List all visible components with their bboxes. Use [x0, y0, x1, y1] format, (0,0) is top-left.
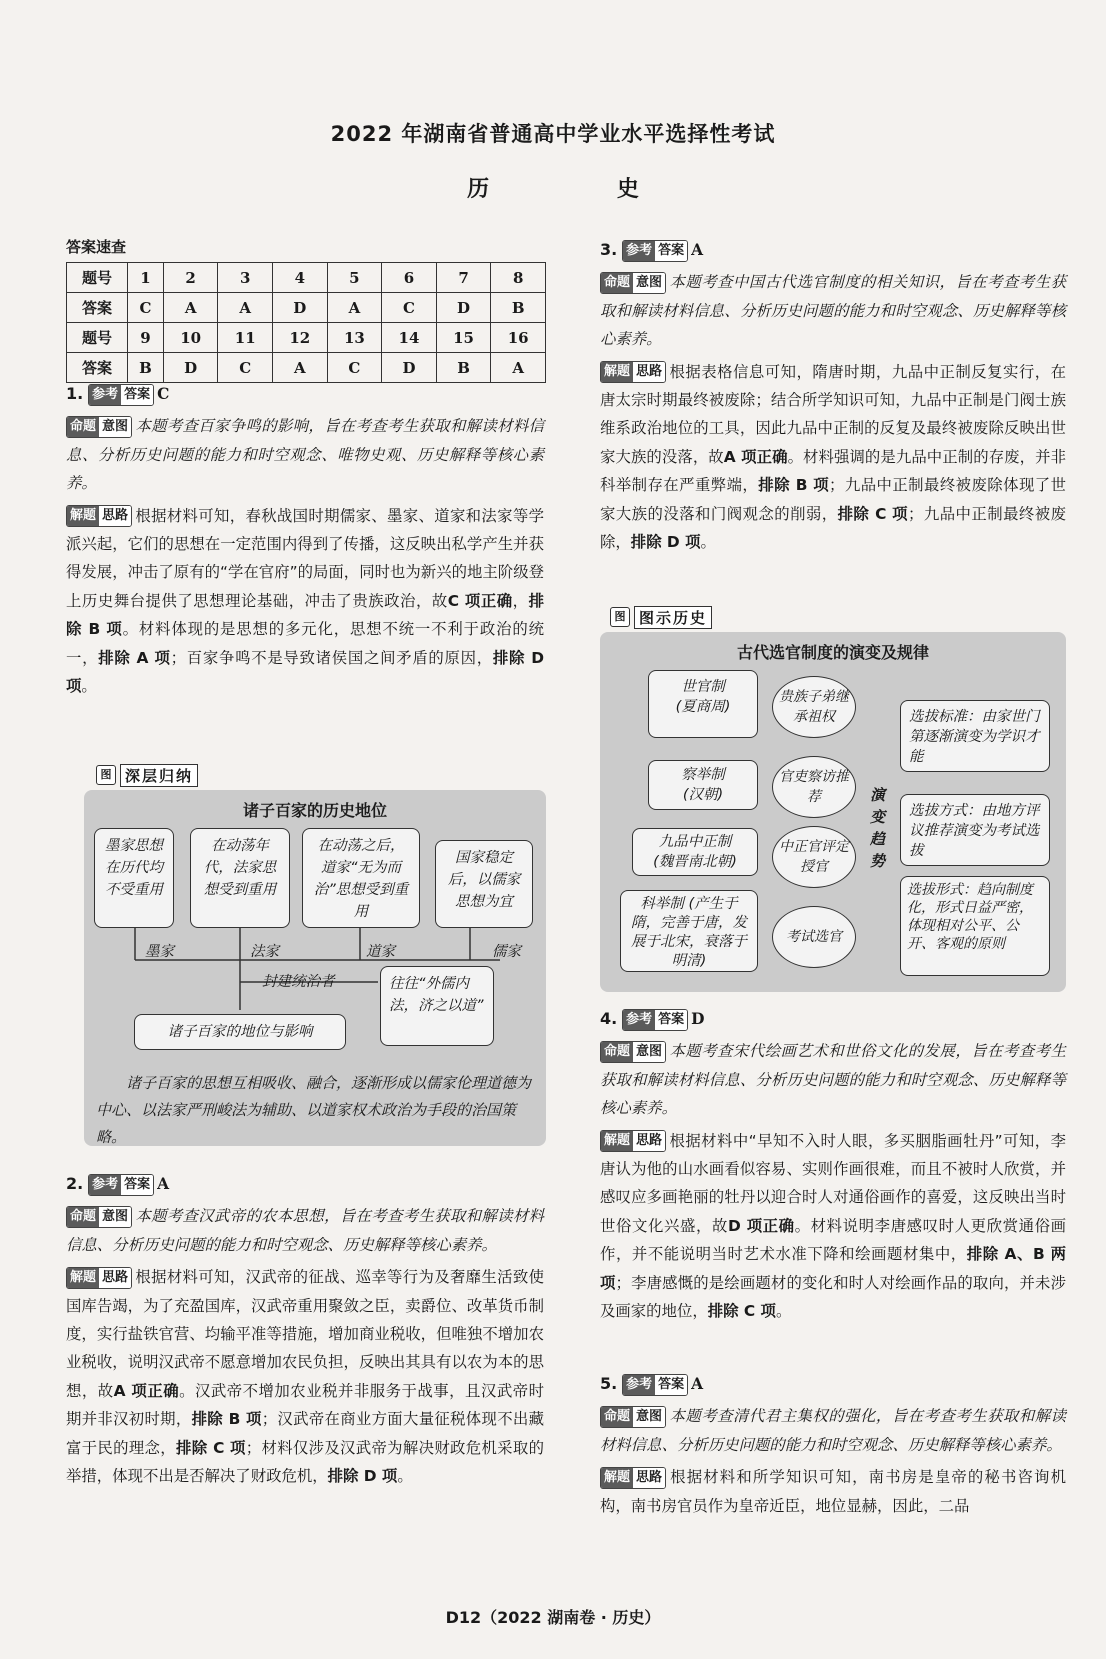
method-hereditary: 贵族子弟继承祖权 [772, 676, 856, 738]
intent-text: 本题考查宋代绘画艺术和世俗文化的发展，旨在考查考生获取和解读材料信息、分析历史问题的能力和时空观念、历史解释等核心素养。 [600, 1042, 1066, 1118]
question-number: 4. [600, 1009, 618, 1028]
intent-tag: 命题 意图 [66, 1206, 132, 1228]
outer-policy-box: 往往“外儒内法，济之以道” [380, 966, 494, 1046]
answer-key-cell: B [128, 353, 164, 383]
chart-header [610, 604, 712, 630]
method-recommendation: 官吏察访推荐 [772, 756, 856, 818]
solution-text: 根据材料中“早知不入时人眼，多买胭脂画牡丹”可知，李唐认为他的山水画看似容易、实则作画很难，而且不被时人欣赏，并感叹应多画艳丽的牡丹以迎合时人对通俗画作的喜爱，这反映出当时世俗文化兴盛，故 [600, 1131, 1066, 1235]
label-mohist: 墨家 [145, 944, 174, 960]
answer-key-cell: A [327, 293, 382, 323]
answer-key-cell: C [128, 293, 164, 323]
label-confucian: 儒家 [492, 944, 521, 960]
question-3: 3. 参考 答案 A 命题 意图 本题考查中国古代选官制度的相关知识，旨在考查考生获取和解读材料信息、分析历史问题的能力和时空观念、历史解释等核心素养。 解题 思路 根据表格信息可知，隋唐时期，九品中正制反复实行，在唐太宗时期最终被废除；结合所学知识可知，九品中正制是门阀士族维系政治地位的工具，因此九品中正制的反复及最终被废除反映出世家大族的没落，故A 项正确。材料强调的是九品中正制的存废，并非科举制存在严重弊端，排除 B 项；九品中正制最终被废除体现了世家大族的没落和门阀观念的削弱，排除 C 项；九品中正制最终被废除，排除 D 项。 [600, 240, 1066, 552]
answer-value: A [691, 241, 704, 259]
intent-text: 本题考查汉武帝的农本思想，旨在考查考生获取和解读材料信息、分析历史问题的能力和时空观念、历史解释等核心素养。 [66, 1207, 544, 1254]
answer-key-cell: D [436, 293, 491, 323]
solution-tag: 解题 思路 [600, 361, 666, 383]
answer-key-cell: 8 [491, 263, 546, 293]
ruler-label: 封建统治者 [262, 974, 335, 990]
question-1: 1. 参考 答案 C 命题 意图 本题考查百家争鸣的影响，旨在考查考生获取和解读材料信息、分析历史问题的能力和时空观念、唯物史观、历史解释等核心素养。 解题 思路 根据材料可知，春秋战国时期儒家、墨家、道家和法家等学派兴起，它们的思想在一定范围内得到了传播，这反映出私学产生并获得发展，冲击了原有的“学在官府”的局面，同时也为新兴的地主阶级登上历史舞台提供了思想理论基础，冲击了贵族政治，故C 项正确，排除 B 项。材料体现的是思想的多元化，思想不统一不利于政治的统一，排除 A 项；百家争鸣不是导致诸侯国之间矛盾的原因，排除 D 项。 [66, 384, 544, 696]
answer-key-cell: 7 [436, 263, 491, 293]
deep-box-mohist: 墨家思想在历代均不受重用 [94, 828, 174, 928]
solution-text: 根据材料和所学知识可知，南书房是皇帝的秘书咨询机构，南书房官员作为皇帝近臣，地位显赫，因此，二品 [600, 1468, 1066, 1515]
deep-summary-text: 诸子百家的思想互相吸收、融合，逐渐形成以儒家伦理道德为中心、以法家严刑峻法为辅助、以道家权术政治为手段的治国策略。 [96, 1074, 532, 1146]
answer-key-cell: B [436, 353, 491, 383]
answer-tag: 参考 答案 [622, 1009, 688, 1031]
solution-tag: 解题 思路 [66, 1267, 132, 1289]
answer-value: D [691, 1010, 705, 1028]
answer-key-cell: 15 [436, 323, 491, 353]
answer-key-cell: A [491, 353, 546, 383]
book-icon: 图 [96, 765, 116, 785]
book-icon: 图 [610, 607, 630, 627]
answer-value: A [691, 1375, 704, 1393]
page-footer: D12（2022 湖南卷 · 历史） [445, 1608, 661, 1627]
answer-key-cell: 6 [382, 263, 437, 293]
rule-standard: 选拔标准：由家世门第逐渐演变为学识才能 [900, 700, 1050, 772]
answer-key-cell: A [218, 293, 273, 323]
deep-box-taoist: 在动荡之后，道家“无为而治”思想受到重用 [302, 828, 420, 928]
subject-title: 历 史 [467, 177, 699, 202]
intent-tag: 命题 意图 [600, 1041, 666, 1063]
deep-box-legalist: 在动荡年代，法家思想受到重用 [190, 828, 290, 928]
answer-key-cell: A [273, 353, 328, 383]
question-number: 5. [600, 1374, 618, 1393]
answer-key-label: 答案速查 [66, 238, 127, 256]
intent-text: 本题考查百家争鸣的影响，旨在考查考生获取和解读材料信息、分析历史问题的能力和时空观念、唯物史观、历史解释等核心素养。 [66, 417, 544, 493]
system-hereditary: 世官制 (夏商周) [648, 670, 758, 738]
answer-key-cell: 16 [491, 323, 546, 353]
answer-key-cell: 14 [382, 323, 437, 353]
answer-key-cell: C [382, 293, 437, 323]
answer-key-cell: 3 [218, 263, 273, 293]
trend-label: 演变趋势 [870, 786, 886, 870]
chart-header-label: 图示历史 [634, 606, 712, 629]
answer-tag: 参考 答案 [622, 240, 688, 262]
solution-tag: 解题 思路 [66, 505, 132, 527]
answer-key-cell: 2 [163, 263, 218, 293]
solution-tag: 解题 思路 [600, 1130, 666, 1152]
system-nine-rank: 九品中正制 (魏晋南北朝) [632, 828, 758, 876]
answer-key-header-cell: 题号 [67, 323, 128, 353]
intent-tag: 命题 意图 [600, 272, 666, 294]
answer-tag: 参考 答案 [622, 1374, 688, 1396]
label-taoist: 道家 [366, 944, 395, 960]
answer-key-header-cell: 答案 [67, 353, 128, 383]
answer-tag: 参考 答案 [88, 384, 154, 406]
answer-key-cell: 4 [273, 263, 328, 293]
question-5 [600, 1370, 1066, 1524]
answer-key-cell: 12 [273, 323, 328, 353]
intent-text: 本题考查中国古代选官制度的相关知识，旨在考查考生获取和解读材料信息、分析历史问题的能力和时空观念、历史解释等核心素养。 [600, 273, 1066, 349]
status-influence-box: 诸子百家的地位与影响 [134, 1014, 346, 1050]
answer-key-cell: D [273, 293, 328, 323]
solution-tag: 解题 思路 [600, 1467, 666, 1489]
question-number: 2. [66, 1174, 84, 1193]
rule-form: 选拔形式：趋向制度化，形式日益严密，体现相对公平、公开、客观的原则 [900, 876, 1050, 976]
question-number: 3. [600, 240, 618, 259]
solution-text: 根据材料可知，春秋战国时期儒家、墨家、道家和法家等学派兴起，它们的思想在一定范围内得到了传播，这反映出私学产生并获得发展，冲击了原有的“学在官府”的局面，同时也为新兴的地主阶级登上历史舞台提供了思想理论基础，冲击了贵族政治，故 [66, 506, 544, 610]
system-imperial-exam: 科举制 (产生于隋，完善于唐，发展于北宋，衰落于明清) [620, 890, 758, 972]
answer-key-cell: A [163, 293, 218, 323]
deep-box-confucian: 国家稳定后，以儒家思想为宜 [435, 840, 533, 928]
question-2: 2. 参考 答案 A 命题 意图 本题考查汉武帝的农本思想，旨在考查考生获取和解读材料信息、分析历史问题的能力和时空观念、历史解释等核心素养。 解题 思路 根据材料可知，汉武帝的征战、巡幸等行为及奢靡生活致使国库告竭，为了充盈国库，汉武帝重用聚敛之臣，卖爵位、改革货币制度，实行盐铁官营、均输平准等措施，增加商业税收，但唯独不增加农业税收，说明汉武帝不愿意增加农民负担，反映出其具有以农为本的思想，故A 项正确。汉武帝不增加农业税并非服务于战事，且汉武帝时期并非汉初时期，排除 B 项；汉武帝在商业方面大量征税体现不出藏富于民的理念，排除 C 项；材料仅涉及汉武帝为解决财政危机采取的举措，体现不出是否解决了财政危机，排除 D 项。 [66, 1174, 544, 1486]
answer-value: C [157, 385, 170, 403]
method-nine-rank: 中正官评定授官 [772, 826, 856, 888]
answer-key-cell: 13 [327, 323, 382, 353]
system-recommendation: 察举制 (汉朝) [648, 760, 758, 810]
intent-text: 本题考查清代君主集权的强化，旨在考查考生获取和解读材料信息、分析历史问题的能力和时空观念、历史解释等核心素养。 [600, 1407, 1066, 1454]
answer-key-cell: C [327, 353, 382, 383]
deep-summary-title: 诸子百家的历史地位 [242, 801, 387, 820]
answer-key-cell: 9 [128, 323, 164, 353]
solution-text: 根据材料可知，汉武帝的征战、巡幸等行为及奢靡生活致使国库告竭，为了充盈国库，汉武帝重用聚敛之臣，卖爵位、改革货币制度，实行盐铁官营、均输平准等措施，增加商业税收，但唯独不增加农业税收，说明汉武帝不愿意增加农民负担，反映出其具有以农为本的思想，故 [66, 1268, 544, 1400]
page-title: 2022 年湖南省普通高中学业水平选择性考试 [330, 122, 776, 146]
chart-title: 古代选官制度的演变及规律 [736, 643, 929, 662]
answer-key-cell: 1 [128, 263, 164, 293]
solution-text: 根据表格信息可知，隋唐时期，九品中正制反复实行，在唐太宗时期最终被废除；结合所学知识可知，九品中正制是门阀士族维系政治地位的工具，因此九品中正制的反复及最终被废除反映出世家大族的没落，故 [600, 362, 1066, 466]
answer-key-cell: B [491, 293, 546, 323]
answer-value: A [157, 1175, 170, 1193]
intent-tag: 命题 意图 [66, 416, 132, 438]
answer-key-header-cell: 题号 [67, 263, 128, 293]
answer-key-cell: D [382, 353, 437, 383]
answer-key-cell: D [163, 353, 218, 383]
rule-method: 选拔方式：由地方评议推荐演变为考试选拔 [900, 794, 1050, 866]
label-legalist: 法家 [250, 944, 279, 960]
answer-key-cell: 10 [163, 323, 218, 353]
answer-tag: 参考 答案 [88, 1174, 154, 1196]
answer-key-cell: 11 [218, 323, 273, 353]
answer-key-header-cell: 答案 [67, 293, 128, 323]
question-number: 1. [66, 384, 84, 403]
answer-key-cell: 5 [327, 263, 382, 293]
method-exam: 考试选官 [772, 906, 856, 968]
intent-tag: 命题 意图 [600, 1406, 666, 1428]
question-4: 4. 参考 答案 D 命题 意图 本题考查宋代绘画艺术和世俗文化的发展，旨在考查考生获取和解读材料信息、分析历史问题的能力和时空观念、历史解释等核心素养。 解题 思路 根据材料中“早知不入时人眼，多买胭脂画牡丹”可知，李唐认为他的山水画看似容易、实则作画很难，而且不被时人欣赏，并感叹应多画艳丽的牡丹以迎合时人对通俗画作的喜爱，这反映出当时世俗文化兴盛，故D 项正确。材料说明李唐感叹时人更欣赏通俗画作，并不能说明当时艺术水准下降和绘画题材集中，排除 A、B 两项；李唐感慨的是绘画题材的变化和时人对绘画作品的取向，并未涉及画家的地位，排除 C 项。 [600, 1009, 1066, 1321]
deep-summary-label: 深层归纳 [120, 764, 198, 787]
answer-key-cell: C [218, 353, 273, 383]
